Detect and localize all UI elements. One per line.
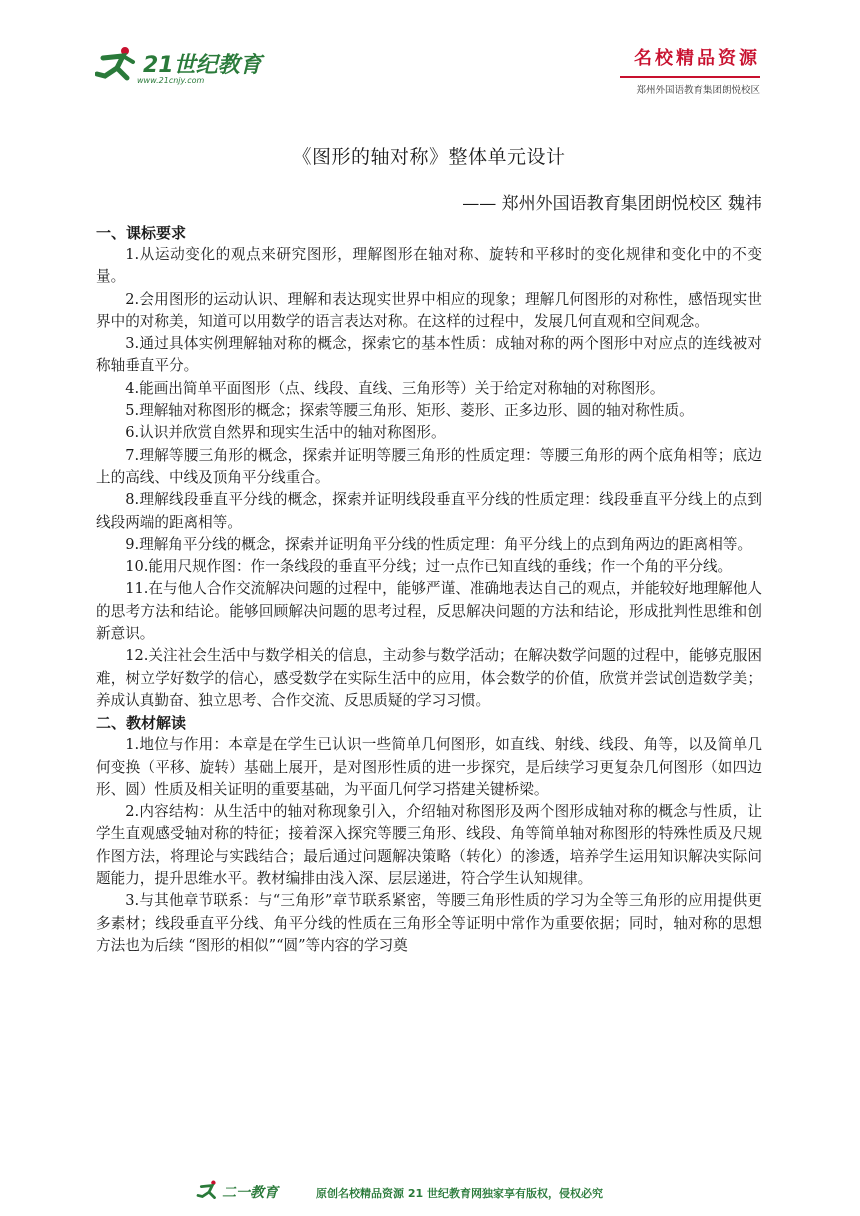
brand-block	[620, 44, 760, 96]
paragraph: 10.能用尺规作图：作一条线段的垂直平分线；过一点作已知直线的垂线；作一个角的平分线。	[125, 558, 733, 576]
logo-text: 21世纪教育	[143, 53, 262, 78]
brand-divider	[620, 76, 760, 78]
section-heading-curriculum: 一、课标要求	[96, 224, 187, 242]
paragraph: 6.认识并欣赏自然界和现实生活中的轴对称图形。	[125, 424, 446, 442]
runner-icon	[196, 1180, 222, 1202]
paragraph: 9.理解角平分线的概念，探索并证明角平分线的性质定理：角平分线上的点到角两边的距离相等。	[125, 535, 753, 553]
paragraph: 5.理解轴对称图形的概念；探索等腰三角形、矩形、菱形、正多边形、圆的轴对称性质。	[125, 402, 694, 420]
footer-logo-text: 二一教育	[222, 1185, 278, 1201]
brand-title: 名校精品资源	[634, 48, 760, 69]
paragraph: 2.内容结构：从生活中的轴对称现象引入，介绍轴对称图形及两个图形成轴对称的概念与性质，让学生直观感受轴对称的特征；接着深入探究等腰三角形、线段、角等简单轴对称图形的特殊性质及尺规作图方法，将理论与实践结合；最后通过问题解决策略（转化）的渗透，培养学生运用知识解决实际问题能力，提升思维水平。教材编排由浅入深、层层递进，符合学生认知规律。	[96, 803, 762, 888]
page-header	[0, 0, 860, 110]
paragraph: 3.通过具体实例理解轴对称的概念，探索它的基本性质：成轴对称的两个图形中对应点的连线被对称轴垂直平分。	[96, 335, 762, 375]
document-title: 《图形的轴对称》整体单元设计	[292, 146, 566, 168]
21cnjy-logo	[95, 42, 265, 92]
paragraph: 1.从运动变化的观点来研究图形，理解图形在轴对称、旋转和平移时的变化规律和变化中的不变量。	[96, 246, 762, 286]
paragraph: 2.会用图形的运动认识、理解和表达现实世界中相应的现象；理解几何图形的对称性，感悟现实世界中的对称美，知道可以用数学的语言表达对称。在这样的过程中，发展几何直观和空间观念。	[96, 290, 762, 330]
document-author: —— 郑州外国语教育集团朗悦校区 魏祎	[462, 194, 762, 214]
footer-copyright: 原创名校精品资源 21 世纪教育网独家享有版权，侵权必究	[316, 1187, 603, 1200]
paragraph: 4.能画出简单平面图形（点、线段、直线、三角形等）关于给定对称轴的对称图形。	[125, 379, 665, 397]
paragraph: 7.理解等腰三角形的概念，探索并证明等腰三角形的性质定理：等腰三角形的两个底角相等；底边上的高线、中线及顶角平分线重合。	[96, 446, 762, 486]
paragraph: 3.与其他章节联系：与“三角形”章节联系紧密，等腰三角形性质的学习为全等三角形的应用提供更多素材；线段垂直平分线、角平分线的性质在三角形全等证明中常作为重要依据；同时，轴对称的思想方法也为后续 “图形的相似”“圆”等内容的学习奠	[96, 892, 762, 954]
brand-subtitle: 郑州外国语教育集团朗悦校区	[636, 85, 760, 96]
document-body	[96, 142, 762, 957]
paragraph: 11.在与他人合作交流解决问题的过程中，能够严谨、准确地表达自己的观点，并能较好地理解他人的思考方法和结论。能够回顾解决问题的思考过程，反思解决问题的方法和结论，形成批判性思维和创新意识。	[96, 580, 762, 643]
paragraph: 1.地位与作用：本章是在学生已认识一些简单几何图形，如直线、射线、线段、角等，以及简单几何变换（平移、旋转）基础上展开，是对图形性质的进一步探究，是后续学习更复杂几何图形（如四边形、圆）性质及相关证明的重要基础，为平面几何学习搭建关键桥梁。	[96, 736, 762, 798]
page-footer	[0, 1178, 860, 1208]
paragraph: 8.理解线段垂直平分线的概念，探索并证明线段垂直平分线的性质定理：线段垂直平分线上的点到线段两端的距离相等。	[96, 491, 762, 531]
paragraph: 12.关注社会生活中与数学相关的信息，主动参与数学活动；在解决数学问题的过程中，能够克服困难，树立学好数学的信心，感受数学在实际生活中的应用，体会数学的价值，欣赏并尝试创造数学美；养成认真勤奋、独立思考、合作交流、反思质疑的学习习惯。	[96, 647, 762, 709]
runner-icon	[95, 46, 139, 86]
section-heading-textbook: 二、教材解读	[96, 714, 187, 733]
logo-url: www.21cnjy.com	[137, 76, 205, 85]
